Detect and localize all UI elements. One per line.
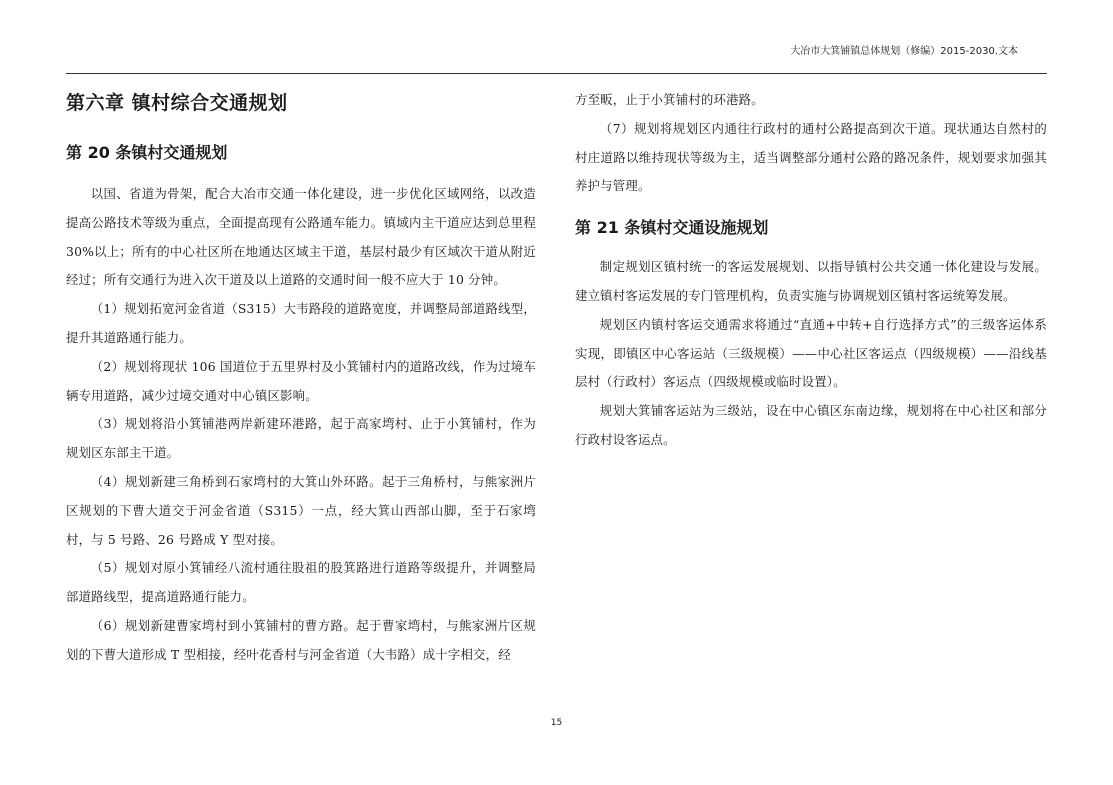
right-column bbox=[575, 86, 1047, 455]
section-title-20: 第 20 条镇村交通规划 bbox=[66, 143, 228, 162]
page-number: 15 bbox=[550, 718, 563, 728]
paragraph: （5）规划对原小箕铺经八流村通往股祖的股箕路进行道路等级提升，并调整局部道路线型，提高道路通行能力。 bbox=[66, 560, 536, 605]
paragraph: （4）规划新建三角桥到石家塆村的大箕山外环路。起于三角桥村，与熊家洲片区规划的下曹大道交于河金省道（S315）一点，经大箕山西部山脚，至于石家塆村，与 5 号路、26 号路成 Y 型对接。 bbox=[66, 473, 536, 547]
left-column bbox=[66, 84, 536, 670]
paragraph: 制定规划区镇村统一的客运发展规划、以指导镇村公共交通一体化建设与发展。建立镇村客运发展的专门管理机构，负责实施与协调规划区镇村客运统筹发展。 bbox=[575, 259, 1047, 303]
running-header: 大冶市大箕铺镇总体规划（修编）2015-2030.文本 bbox=[790, 46, 1018, 57]
paragraph: 以国、省道为骨架，配合大冶市交通一体化建设，进一步优化区域网络，以改造提高公路技术等级为重点，全面提高现有公路通车能力。镇域内主干道应达到总里程 30%以上；所有的中心社区所在地通达区域主干道，基层村最少有区域次干道从附近经过；所有交通行为进入次干道及以上道路的交通时间一般不应大于 10 分钟。 bbox=[66, 186, 536, 288]
paragraph: （6）规划新建曹家塆村到小箕铺村的曹方路。起于曹家塆村，与熊家洲片区规划的下曹大道形成 T 型相接，经叶花香村与河金省道（大韦路）成十字相交，经 bbox=[66, 617, 536, 662]
paragraph: （1）规划拓宽河金省道（S315）大韦路段的道路宽度，并调整局部道路线型，提升其道路通行能力。 bbox=[66, 301, 536, 345]
paragraph: 规划区内镇村客运交通需求将通过“直通+中转+自行选择方式”的三级客运体系实现，即镇区中心客运站（三级规模）——中心社区客运点（四级规模）——沿线基层村（行政村）客运点（四级规模或临时设置）。 bbox=[575, 316, 1047, 390]
paragraph: （7）规划将规划区内通往行政村的通村公路提高到次干道。现状通达自然村的村庄道路以维持现状等级为主，适当调整部分通村公路的路况条件，规划要求加强其养护与管理。 bbox=[575, 120, 1047, 194]
paragraph: 规划大箕铺客运站为三级站，设在中心镇区东南边缘，规划将在中心社区和部分行政村设客运点。 bbox=[575, 403, 1047, 447]
header-divider bbox=[66, 73, 1047, 74]
paragraph-continuation: 方至畈，止于小箕铺村的环港路。 bbox=[575, 92, 764, 107]
section-title-21: 第 21 条镇村交通设施规划 bbox=[575, 218, 769, 238]
paragraph: （2）规划将现状 106 国道位于五里界村及小箕铺村内的道路改线，作为过境车辆专用道路，减少过境交通对中心镇区影响。 bbox=[66, 358, 536, 403]
paragraph: （3）规划将沿小箕铺港两岸新建环港路，起于高家塆村、止于小箕铺村，作为规划区东部主干道。 bbox=[66, 416, 536, 461]
chapter-title: 第六章 镇村综合交通规划 bbox=[66, 92, 288, 114]
